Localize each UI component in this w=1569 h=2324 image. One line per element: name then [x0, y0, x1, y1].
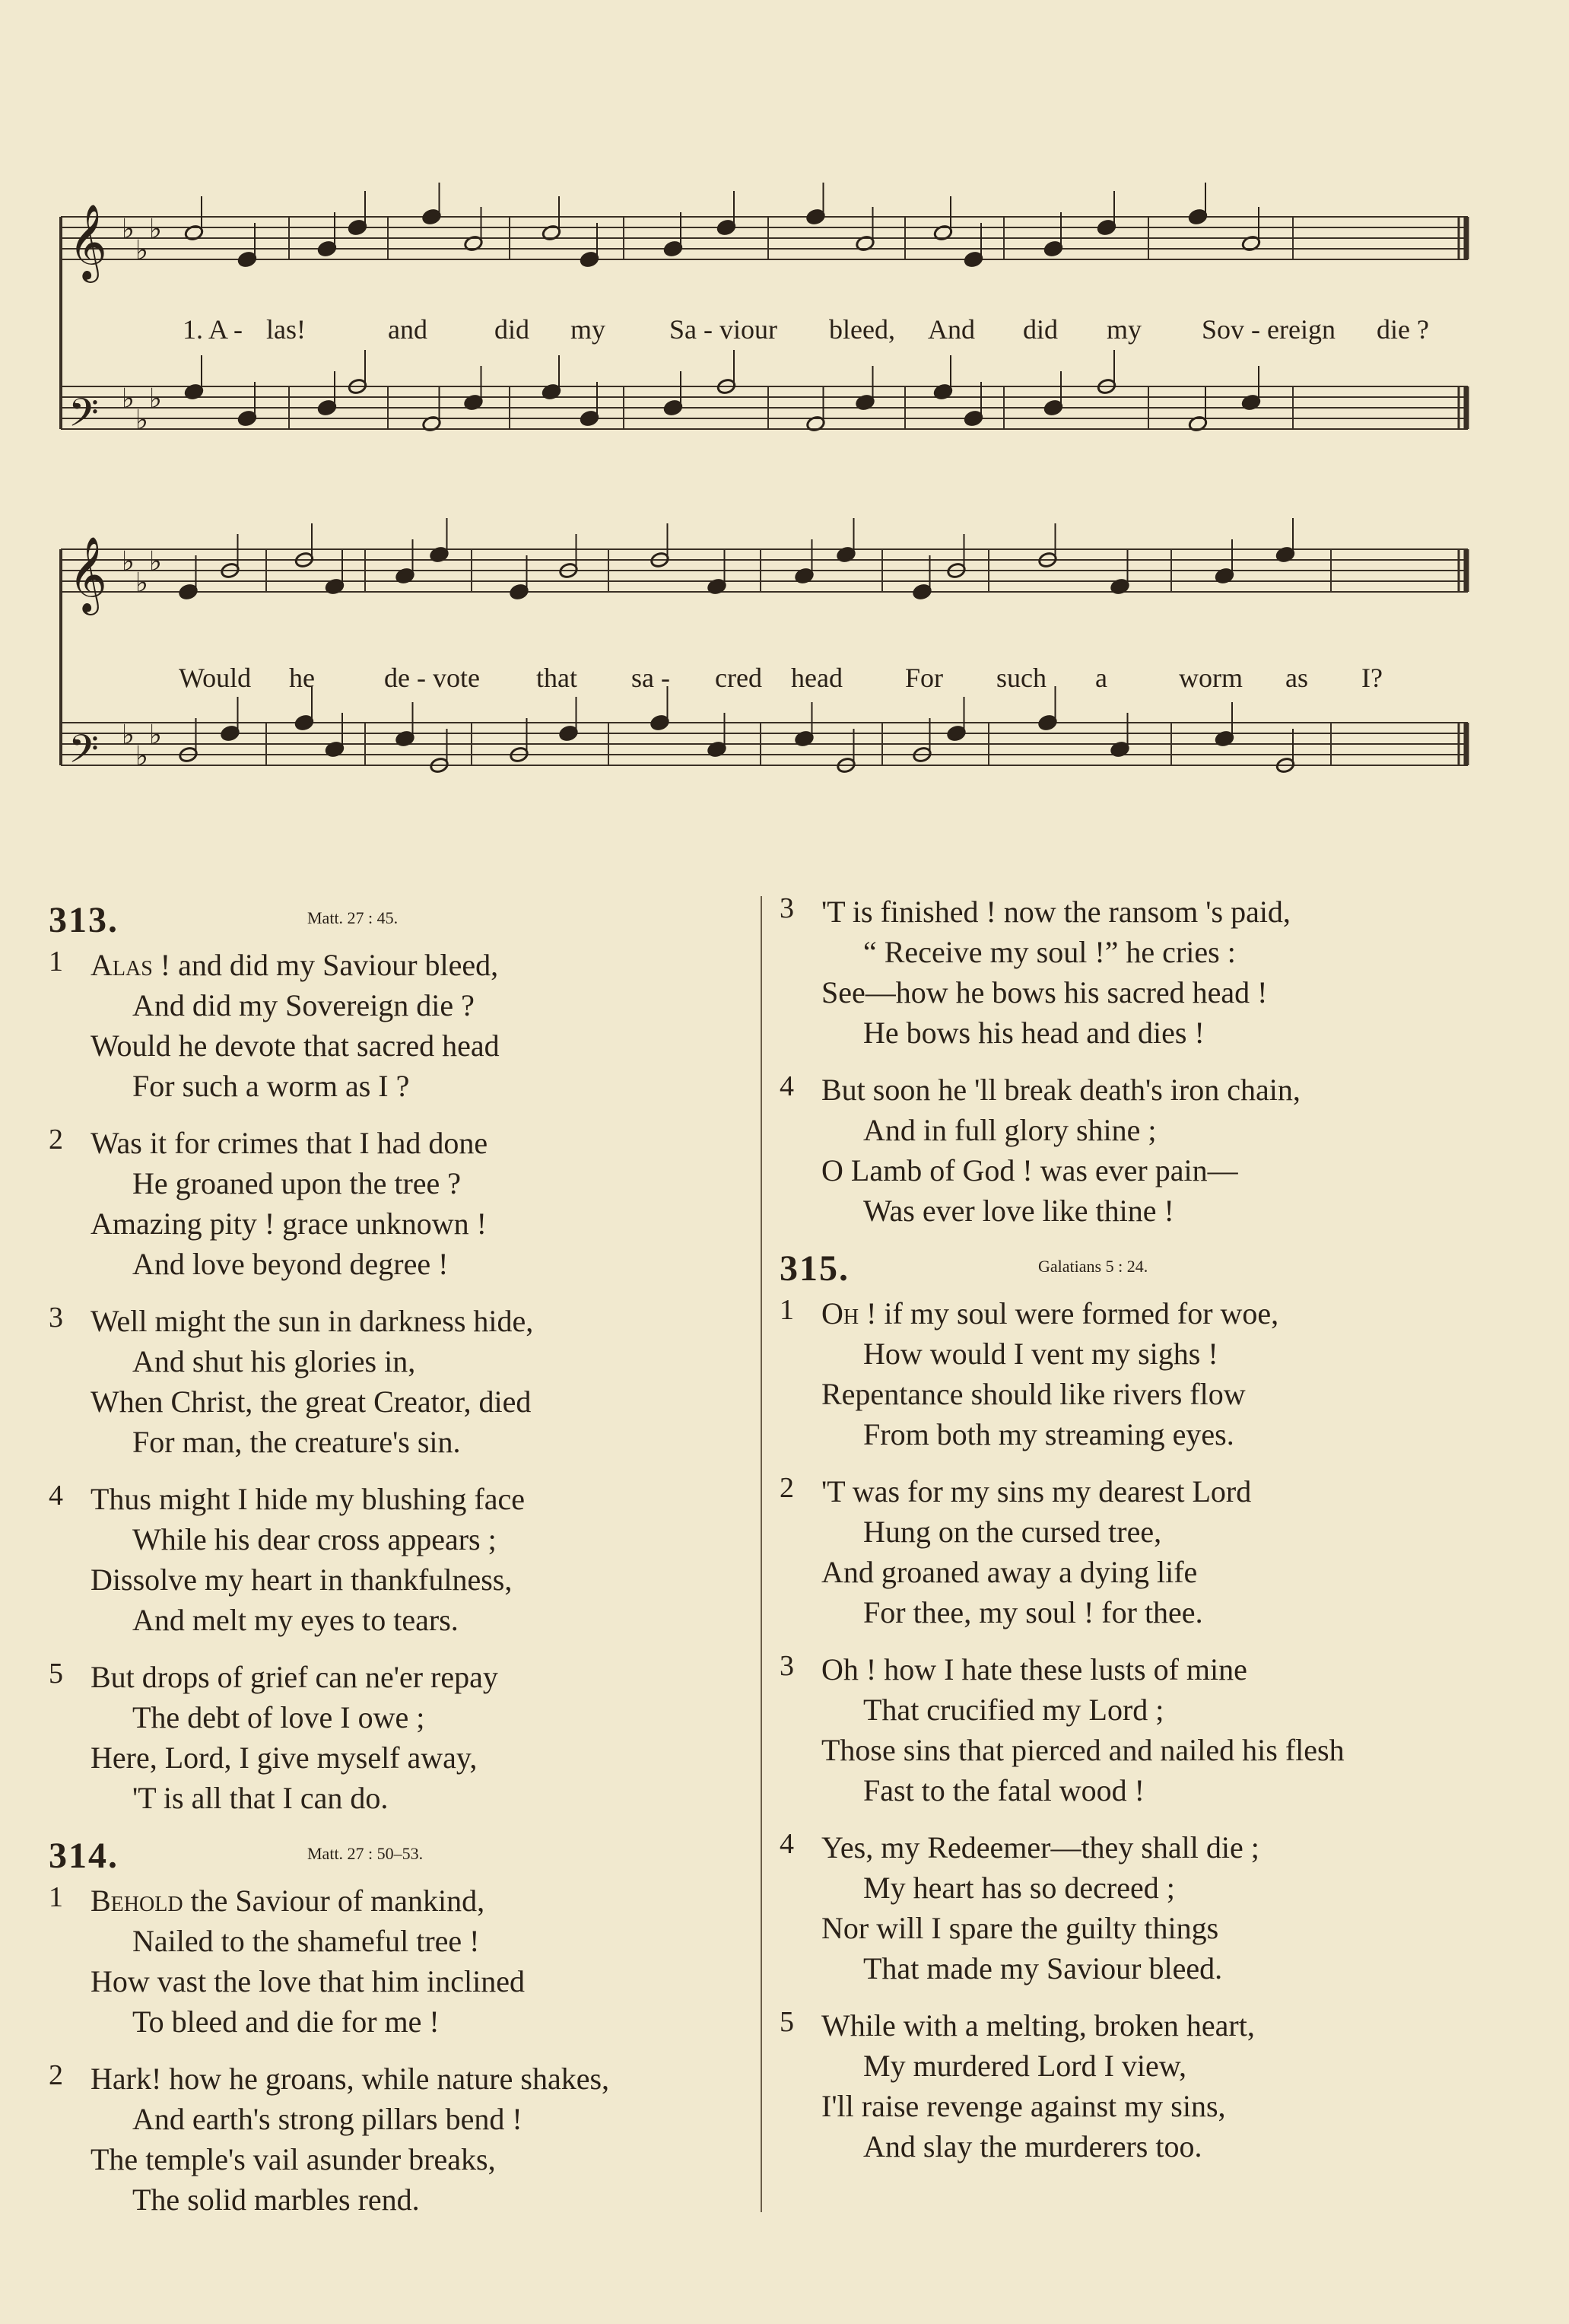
verse-text: ! if my soul were formed for woe, — [859, 1296, 1279, 1330]
verse-text: Would he devote that sacred head — [91, 1028, 500, 1063]
lyric-syllable: and — [388, 314, 427, 345]
lyric-syllable: as — [1285, 663, 1308, 693]
stanza-number: 3 — [780, 1650, 794, 1682]
verse-line — [132, 1600, 733, 1640]
flat-icon: ♭ — [135, 567, 148, 599]
verse-text: The temple's vail asunder breaks, — [91, 2142, 496, 2176]
lyrics-line-2 — [46, 662, 1483, 700]
hymn-heading — [780, 1248, 1502, 1293]
verse-text: Nor will I spare the guilty things — [821, 1911, 1219, 1945]
verse-line — [821, 1471, 1502, 1512]
verse-text: 'T is finished ! now the ransom 's paid, — [821, 895, 1291, 929]
verse-line — [863, 1414, 1502, 1454]
verse-line — [91, 1961, 733, 2001]
verse-line — [132, 1163, 733, 1203]
verse-line — [132, 1341, 733, 1381]
flat-icon: ♭ — [122, 720, 135, 751]
lyric-syllable: a — [1095, 663, 1107, 693]
flat-icon: ♭ — [135, 235, 148, 266]
right-column — [780, 892, 1502, 2183]
verse-text: And in full glory shine ; — [863, 1113, 1157, 1147]
verse-line — [91, 2059, 733, 2099]
flat-icon: ♭ — [122, 546, 135, 577]
verse-line — [821, 1552, 1502, 1592]
verse-text: How vast the love that him inclined — [91, 1964, 525, 1998]
left-column — [49, 892, 733, 2237]
verse-text: Yes, my Redeemer—they shall die ; — [821, 1830, 1259, 1865]
lyric-syllable: did — [1023, 314, 1059, 345]
verse-line — [132, 1066, 733, 1106]
stanza — [780, 1471, 1502, 1633]
verse-line — [821, 2005, 1502, 2046]
verse-line — [91, 2139, 733, 2179]
verse-line — [863, 2046, 1502, 2086]
verse-text: For thee, my soul ! for thee. — [863, 1595, 1203, 1629]
verse-text: And slay the murderers too. — [863, 2129, 1202, 2163]
verse-line — [821, 1827, 1502, 1868]
verse-text: Amazing pity ! grace unknown ! — [91, 1207, 487, 1241]
verse-line — [132, 1697, 733, 1737]
verse-line — [821, 1293, 1502, 1334]
verse-line — [821, 2086, 1502, 2126]
verse-text: And shut his glories in, — [132, 1344, 416, 1378]
tune-heading — [146, 143, 164, 180]
verse-text: And melt my eyes to tears. — [132, 1603, 459, 1637]
verse-line — [132, 2179, 733, 2220]
verse-lead-word: Oh — [821, 1296, 859, 1330]
stanza — [780, 1649, 1502, 1811]
verse-line — [91, 1123, 733, 1163]
verse-text: 'T is all that I can do. — [132, 1781, 389, 1815]
stanza — [49, 1301, 733, 1462]
lyric-syllable: bleed, — [829, 314, 895, 345]
verse-text: “ Receive my soul !” he cries : — [863, 935, 1236, 969]
page-header — [0, 59, 1569, 105]
verse-text: And groaned away a dying life — [821, 1555, 1198, 1589]
lyric-syllable: such — [996, 663, 1047, 693]
verse-line — [863, 1334, 1502, 1374]
stanza — [780, 1293, 1502, 1454]
music-score — [46, 183, 1483, 829]
flat-icon: ♭ — [149, 720, 162, 751]
stanza — [49, 1123, 733, 1284]
verse-text: To bleed and die for me ! — [132, 2004, 440, 2039]
verse-text: See—how he bows his sacred head ! — [821, 975, 1268, 1009]
hymn-number: 313. — [49, 900, 119, 940]
verse-line — [863, 1592, 1502, 1633]
stanza-number: 4 — [49, 1480, 63, 1512]
hymn-heading — [49, 1835, 733, 1881]
verse-text: Hark! how he groans, while nature shakes, — [91, 2062, 610, 2096]
verse-text: Those sins that pierced and nailed his flesh — [821, 1733, 1345, 1767]
stanza — [780, 1827, 1502, 1989]
lyric-syllable: For — [905, 663, 944, 693]
verse-line — [91, 1301, 733, 1341]
verse-text: That crucified my Lord ; — [863, 1693, 1164, 1727]
stanza-number: 4 — [780, 1070, 794, 1102]
verse-text: Was ever love like thine ! — [863, 1194, 1174, 1228]
verse-line — [91, 1381, 733, 1422]
flat-icon: ♭ — [122, 214, 135, 245]
lyric-syllable: Sa - viour — [669, 314, 777, 345]
stanza-number: 5 — [49, 1658, 63, 1690]
stanza-number: 3 — [49, 1302, 63, 1334]
verse-text: The debt of love I owe ; — [132, 1700, 425, 1734]
verse-text: For man, the creature's sin. — [132, 1425, 461, 1459]
stanza — [49, 1479, 733, 1640]
verse-line — [91, 1559, 733, 1600]
verse-line — [91, 1025, 733, 1066]
verse-line — [91, 1657, 733, 1697]
verse-line — [821, 1070, 1502, 1110]
verse-text: How would I vent my sighs ! — [863, 1337, 1218, 1371]
verse-line — [863, 1948, 1502, 1989]
lyric-syllable: head — [791, 663, 843, 693]
verse-text: Oh ! how I hate these lusts of mine — [821, 1652, 1247, 1687]
verse-line — [91, 1737, 733, 1778]
verse-text: From both my streaming eyes. — [863, 1417, 1234, 1451]
verse-text: Repentance should like rivers flow — [821, 1377, 1246, 1411]
verse-line — [863, 1013, 1502, 1053]
hymn-heading — [49, 899, 733, 945]
lyric-syllable: my — [1107, 314, 1142, 345]
verse-line — [132, 1422, 733, 1462]
verse-text: That made my Saviour bleed. — [863, 1951, 1223, 1985]
stanza-number: 2 — [49, 2059, 63, 2091]
hymn-number: 314. — [49, 1836, 119, 1876]
verse-text: The solid marbles rend. — [132, 2183, 420, 2217]
stanza-number: 2 — [780, 1472, 794, 1504]
verse-text: Was it for crimes that I had done — [91, 1126, 488, 1160]
verse-text: Nailed to the shameful tree ! — [132, 1924, 480, 1958]
lyric-syllable: cred — [715, 663, 762, 693]
verse-line — [863, 1512, 1502, 1552]
stanza-number: 1 — [49, 1881, 63, 1913]
verse-lead-word: Alas — [91, 948, 153, 982]
lyric-syllable: my — [570, 314, 606, 345]
verse-text: He bows his head and dies ! — [863, 1016, 1205, 1050]
verse-line — [863, 2126, 1502, 2167]
verse-lead-word: Behold — [91, 1884, 183, 1918]
verse-line — [863, 1191, 1502, 1231]
stanza — [49, 2059, 733, 2220]
verse-text: And earth's strong pillars bend ! — [132, 2102, 522, 2136]
verse-line — [132, 2099, 733, 2139]
stanza — [49, 1657, 733, 1818]
verse-line — [821, 972, 1502, 1013]
scripture-reference: Matt. 27 : 45. — [307, 908, 399, 927]
flat-icon: ♭ — [135, 741, 148, 772]
bass-clef-icon: 𝄢 — [68, 726, 99, 781]
verse-text: I'll raise revenge against my sins, — [821, 2089, 1226, 2123]
lyric-syllable: 1. A - — [183, 314, 243, 345]
hymn-number: 315. — [780, 1248, 850, 1289]
stanza-number: 1 — [780, 1294, 794, 1326]
scripture-reference: Matt. 27 : 50–53. — [307, 1844, 424, 1863]
scripture-reference: Galatians 5 : 24. — [1038, 1257, 1148, 1276]
verse-line — [91, 1881, 733, 1921]
lyric-syllable: sa - — [631, 663, 670, 693]
verse-line — [91, 1479, 733, 1519]
verse-text: Well might the sun in darkness hide, — [91, 1304, 534, 1338]
lyric-syllable: worm — [1179, 663, 1243, 693]
verse-line — [821, 1908, 1502, 1948]
lyric-syllable: did — [494, 314, 530, 345]
verse-text: While with a melting, broken heart, — [821, 2008, 1255, 2043]
verse-text: But soon he 'll break death's iron chain, — [821, 1073, 1301, 1107]
verse-text: For such a worm as I ? — [132, 1069, 410, 1103]
lyric-syllable: Would — [179, 663, 252, 693]
verse-line — [91, 945, 733, 985]
verse-text: ! and did my Saviour bleed, — [152, 948, 499, 982]
verse-text: Hung on the cursed tree, — [863, 1515, 1162, 1549]
lyric-syllable: And — [928, 314, 975, 345]
flat-icon: ♭ — [149, 546, 162, 577]
treble-clef-icon: 𝄞 — [68, 536, 107, 612]
verse-line — [863, 1690, 1502, 1730]
flat-icon: ♭ — [149, 383, 162, 415]
verse-text: Here, Lord, I give myself away, — [91, 1741, 478, 1775]
verse-text: Fast to the fatal wood ! — [863, 1773, 1145, 1807]
verse-line — [863, 932, 1502, 972]
stanza-number: 5 — [780, 2006, 794, 2038]
verse-text: And love beyond degree ! — [132, 1247, 449, 1281]
stanza — [49, 1881, 733, 2042]
verse-text: Thus might I hide my blushing face — [91, 1482, 526, 1516]
stanza-number: 4 — [780, 1828, 794, 1860]
score-staves — [46, 183, 1483, 829]
stanza — [780, 1070, 1502, 1231]
stanza — [49, 945, 733, 1106]
verse-line — [863, 1868, 1502, 1908]
verse-text: But drops of grief can ne'er repay — [91, 1660, 498, 1694]
flat-icon: ♭ — [149, 214, 162, 245]
verse-line — [132, 1244, 733, 1284]
verse-text: My murdered Lord I view, — [863, 2049, 1187, 2083]
lyric-syllable: de - vote — [384, 663, 480, 693]
verse-line — [863, 1110, 1502, 1150]
verse-line — [821, 1649, 1502, 1690]
verse-text: the Saviour of mankind, — [183, 1884, 485, 1918]
verse-line — [132, 1519, 733, 1559]
verse-text: My heart has so decreed ; — [863, 1871, 1175, 1905]
stanza — [780, 2005, 1502, 2167]
stanza-number: 2 — [49, 1124, 63, 1156]
verse-text: 'T was for my sins my dearest Lord — [821, 1474, 1252, 1509]
lyric-syllable: die ? — [1377, 314, 1429, 345]
column-divider — [761, 896, 762, 2212]
lyric-syllable: las! — [266, 314, 306, 345]
verse-line — [91, 1203, 733, 1244]
lyrics-line-1 — [46, 313, 1483, 351]
verse-line — [132, 1921, 733, 1961]
verse-line — [132, 1778, 733, 1818]
verse-text: When Christ, the great Creator, died — [91, 1385, 532, 1419]
verse-line — [863, 1770, 1502, 1811]
bass-clef-icon: 𝄢 — [68, 389, 99, 445]
verse-text: He groaned upon the tree ? — [132, 1166, 462, 1200]
verse-line — [821, 1374, 1502, 1414]
verse-line — [821, 1730, 1502, 1770]
verse-line — [132, 985, 733, 1025]
verse-line — [821, 1150, 1502, 1191]
stanza-number: 3 — [780, 892, 794, 924]
stanza-number: 1 — [49, 946, 63, 978]
stanza — [780, 892, 1502, 1053]
treble-clef-icon: 𝄞 — [68, 204, 107, 280]
flat-icon: ♭ — [122, 383, 135, 415]
lyric-syllable: that — [536, 663, 577, 693]
verse-line — [821, 892, 1502, 932]
verse-line — [132, 2001, 733, 2042]
verse-text: Dissolve my heart in thankfulness, — [91, 1563, 513, 1597]
lyric-syllable: he — [289, 663, 315, 693]
lyric-syllable: I? — [1361, 663, 1383, 693]
lyric-syllable: Sov - ereign — [1202, 314, 1336, 345]
verse-text: And did my Sovereign die ? — [132, 988, 475, 1022]
verse-text: O Lamb of God ! was ever pain— — [821, 1153, 1238, 1187]
verse-text: While his dear cross appears ; — [132, 1522, 497, 1556]
flat-icon: ♭ — [135, 405, 148, 436]
